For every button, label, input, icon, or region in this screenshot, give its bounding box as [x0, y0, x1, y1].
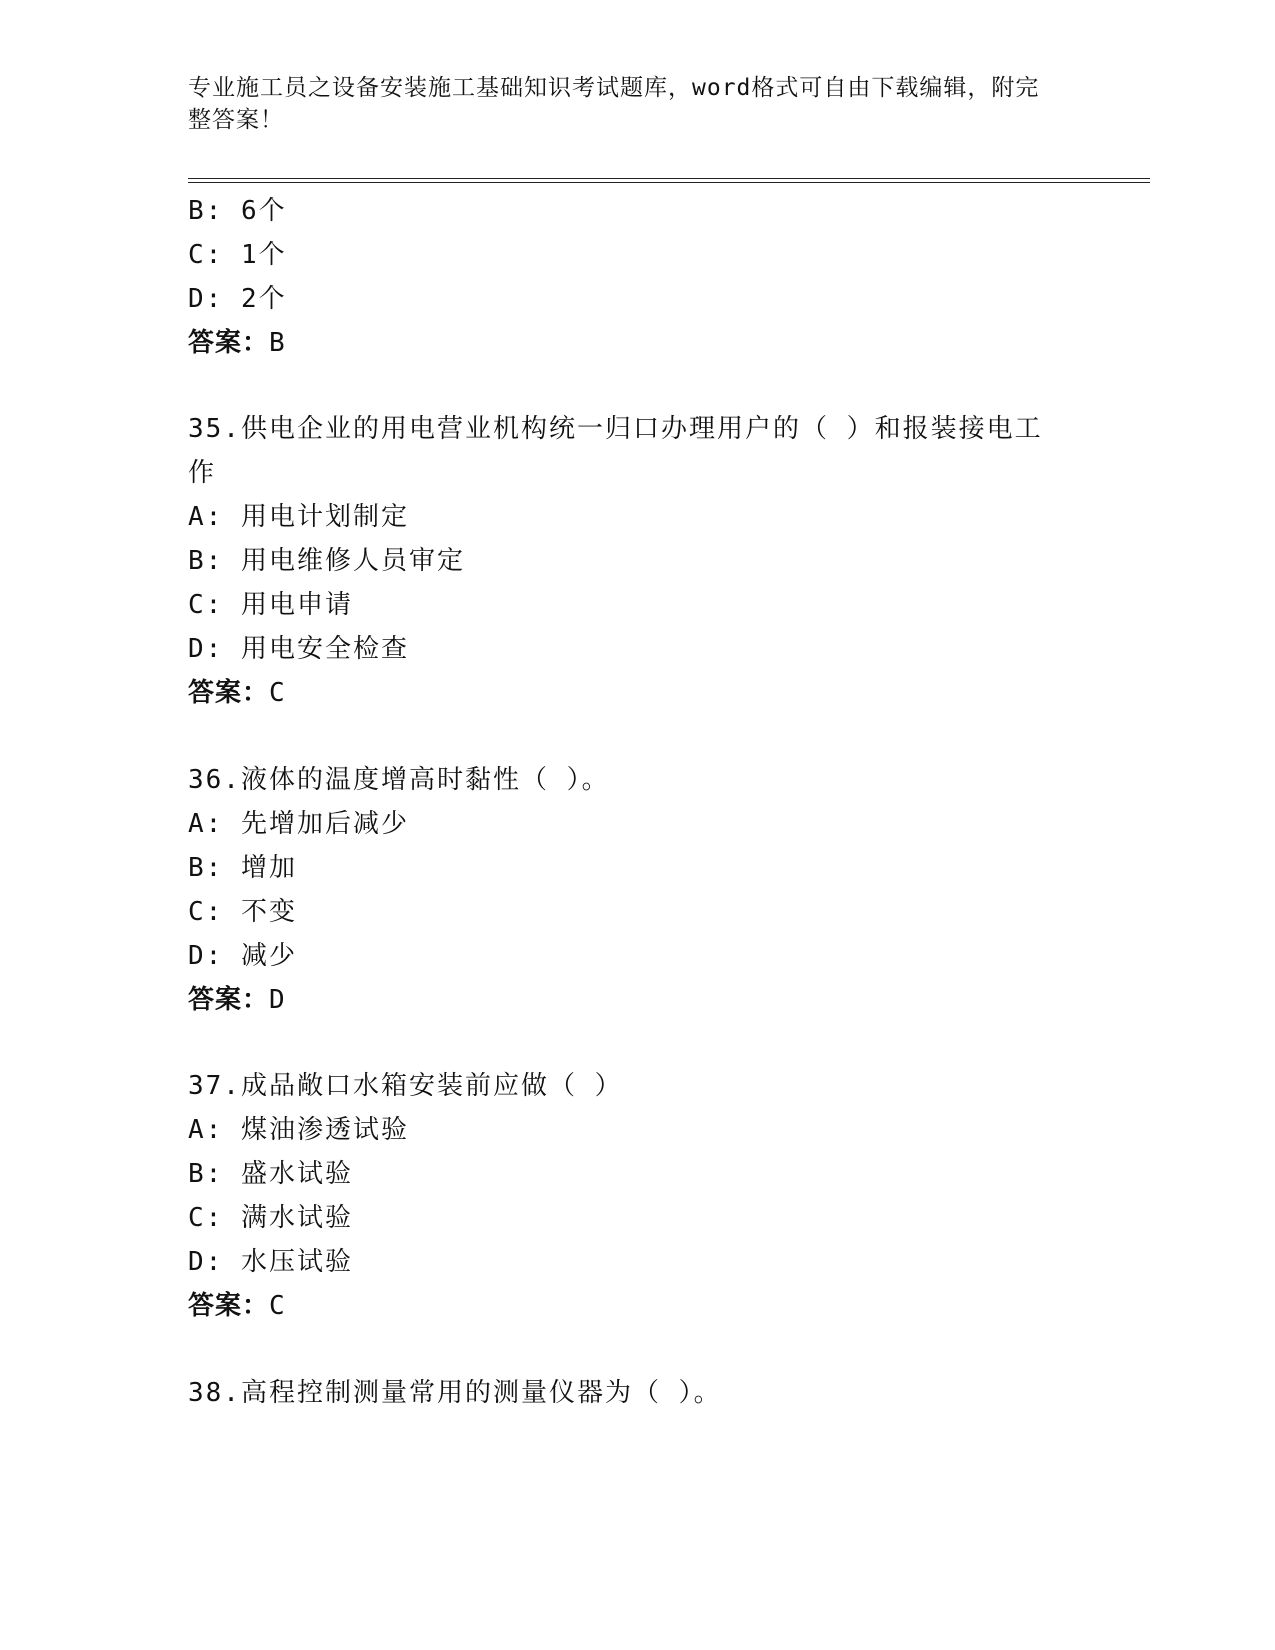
answer-label: 答案： [188, 328, 270, 358]
question-35-stem-cont: 作 [188, 458, 217, 488]
q36-option-b: B: 增加 [188, 853, 297, 883]
header-divider-top [188, 178, 1150, 179]
answer-label: 答案： [188, 1291, 270, 1321]
q37-option-d: D: 水压试验 [188, 1247, 353, 1277]
option-d: D: 2个 [188, 284, 287, 314]
answer-label: 答案： [188, 678, 270, 708]
question-36-stem: 36.液体的温度增高时黏性（ ）。 [188, 765, 610, 795]
q37-option-b: B: 盛水试验 [188, 1159, 353, 1189]
q36-option-a: A: 先增加后减少 [188, 809, 409, 839]
answer-value: D [269, 985, 286, 1015]
header-line-1: 专业施工员之设备安装施工基础知识考试题库，word格式可自由下载编辑，附完 [188, 75, 1040, 101]
q35-option-b: B: 用电维修人员审定 [188, 546, 465, 576]
answer-value: B [269, 328, 286, 358]
q37-answer [188, 1289, 286, 1323]
q35-option-a: A: 用电计划制定 [188, 502, 409, 532]
answer [188, 326, 286, 360]
q35-answer [188, 676, 286, 710]
option-b: B: 6个 [188, 196, 287, 226]
question-38-stem: 38.高程控制测量常用的测量仪器为（ ）。 [188, 1378, 722, 1408]
answer-value: C [269, 678, 286, 708]
q36-option-c: C: 不变 [188, 897, 297, 927]
answer-label: 答案： [188, 985, 270, 1015]
question-35-stem: 35.供电企业的用电营业机构统一归口办理用户的（ ）和报装接电工 [188, 414, 1043, 444]
document-header [188, 72, 1068, 136]
q36-option-d: D: 减少 [188, 941, 297, 971]
q37-option-a: A: 煤油渗透试验 [188, 1115, 409, 1145]
header-line-2: 整答案！ [188, 107, 284, 133]
question-37-stem: 37.成品敞口水箱安装前应做（ ） [188, 1071, 623, 1101]
q35-option-c: C: 用电申请 [188, 590, 353, 620]
option-c: C: 1个 [188, 240, 287, 270]
q37-option-c: C: 满水试验 [188, 1203, 353, 1233]
q35-option-d: D: 用电安全检查 [188, 634, 409, 664]
header-divider-bottom [188, 182, 1150, 183]
q36-answer [188, 983, 286, 1017]
answer-value: C [269, 1291, 286, 1321]
